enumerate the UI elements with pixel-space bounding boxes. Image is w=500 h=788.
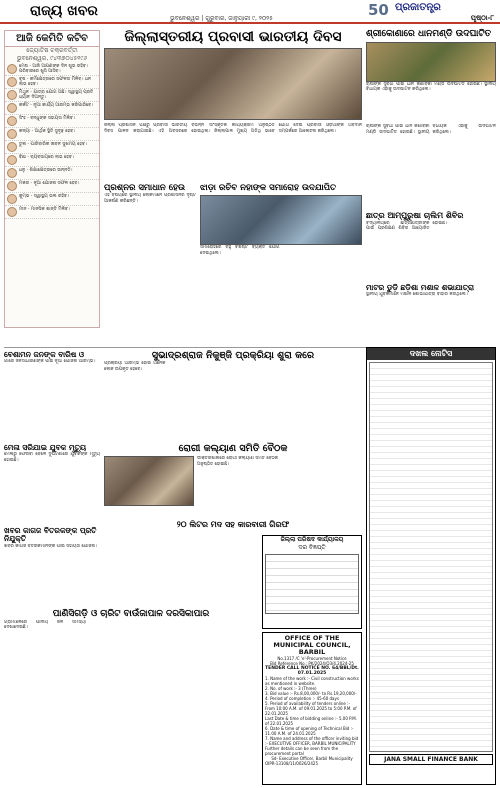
notice-item: 3. Bid value :- Rs.8,00,000/- to Rs.19,20,000/- [265, 691, 357, 696]
mid1-headline: ପ୍ରଶ୍ନର ସମାଧାନ ହେଉ [104, 183, 186, 193]
sign-text: କନ୍ୟା - ଆର୍ଥିକ ସ୍ଥିତି ସୁଦୃଢ଼ ହେବ। [19, 129, 76, 134]
lead-story [104, 30, 362, 180]
right-low-text: ସ୍ଥାନୀୟ ଯୁବକମାନେ ମଶାଳ ଶୋଭାଯାତ୍ରା ବାହାର କରିଥିଲେ। [366, 292, 468, 298]
horoscope-contact: ଭୁବନେଶ୍ୱର, ୯୪୩୭୦୪୫୧୯୬ [16, 55, 88, 62]
notice-table [265, 554, 359, 614]
sign-text: ବିଛା - ବ୍ୟବସାୟରେ ଲାଭ ହେବ। [19, 155, 74, 160]
story-s1 [4, 351, 100, 441]
right-top-photo [366, 42, 496, 82]
s5-text: ଡାକ୍ତରଖାନାରେ ରୋଗୀ କଲ୍ୟାଣ ସମିତି ବୈଠକ ଅନୁଷ୍ଠିତ ହୋଇଛି। [197, 456, 278, 467]
anniversary-logo: 50 [368, 1, 389, 19]
zodiac-icon [7, 103, 17, 113]
horoscope-author: ଜ୍ୟୋତିଷ ଚକ୍ରବର୍ତ୍ତୀ [26, 47, 78, 54]
sign-text: ମେଷ - ଆଜି ଆପଣଙ୍କ ଦିନ ଶୁଭ ରହିବ। ପରିବାରରେ ଖୁସି ଆସିବ। [19, 64, 89, 74]
horoscope-sign [5, 180, 99, 193]
s3-text: ଖବର କାଗଜ ବିତରକମାନଙ୍କ ପାଇଁ ସହାୟତା ଯୋଜନା। [4, 543, 98, 549]
municipal-tender-notice [262, 632, 362, 785]
right-top-text-cont: ଚାଷୀଙ୍କ ସୁବିଧା ପାଇଁ ଧାନ କିଣାବିକା ମଣ୍ଡି ଉଦଘାଟିତ ହୋଇଛି। ସ୍ଥାନୀୟ ବିଧାୟକ ଏହାକୁ ଉଦଘାଟନ କରିଥିଲେ। [366, 124, 496, 135]
sign-text: ମିଥୁନ - ଯାତ୍ରା ଯୋଗ ଅଛି। ସ୍ୱାସ୍ଥ୍ୟ ପ୍ରତି ଧ୍ୟାନ ଦିଅନ୍ତୁ। [19, 90, 94, 100]
sign-text: ସିଂହ - ବନ୍ଧୁଙ୍କ ସହାୟତା ମିଳିବ। [19, 116, 75, 121]
s6-text: ଗ୍ରାମାଞ୍ଚଳରେ ପାନୀୟ ଜଳ ସମସ୍ୟା ଦେଖାଦେଇଛି। [4, 619, 86, 631]
municipal-office: OFFICE OF THE MUNICIPAL COUNCIL, BARBIL [273, 634, 351, 656]
horoscope-sign [5, 115, 99, 128]
lead-text: ଜିଲ୍ଲା ପ୍ରଶାସନ ପକ୍ଷରୁ ପ୍ରବାସୀ ଭାରତୀୟ ଦିବସ ପାଳନ କରାଯାଇଛି। ଏହି ଅବସରରେ ବିଭିନ୍ନ ସାଂସ୍କୃତିକ କାର୍ଯ୍ୟକ୍ରମ ଅନୁଷ୍ଠିତ ହୋଇଥିଲା। ଜିଲ୍ଲାପାଳ ମୁଖ୍ୟ ଅତିଥି ଭାବେ ଯୋଗ ଦେଇ ପ୍ରବାସୀ ଓଡ଼ିଆଙ୍କ ଅବଦାନ ସମ୍ପର୍କରେ ଆଲୋଚନା କରିଥିଲେ। [104, 123, 362, 134]
story-s7 [104, 521, 362, 533]
sign-text: ମୀନ - ମାନସିକ ଶାନ୍ତି ମିଳିବ। [19, 207, 70, 212]
possession-table [369, 362, 493, 752]
right-top-text: ଚାଷୀଙ୍କ ସୁବିଧା ପାଇଁ ଧାନ କିଣାବିକା ମଣ୍ଡି ଉଦଘାଟିତ ହୋଇଛି। ସ୍ଥାନୀୟ ବିଧାୟକ ଏହାକୁ ଉଦଘାଟନ କରିଥିଲେ। [366, 81, 496, 93]
lead-photo [104, 48, 362, 120]
horoscope-sign [5, 167, 99, 180]
dateline: ଭୁବନେଶ୍ୱର | ଗୁରୁବାର, ଜାନୁୟାରୀ ୯, ୨୦୨୫ [170, 15, 273, 22]
lead-headline: ଜିଲ୍ଲାସ୍ତରୀୟ ପ୍ରବାସୀ ଭାରତୀୟ ଦିବସ [124, 29, 342, 45]
mid2-photo [200, 195, 362, 245]
story-right-low [366, 284, 496, 344]
notice-line1: No.1317 /C 'e'-Procurement Notice [277, 656, 347, 661]
s7-headline: ୨୦ ଲିଟର ମଦ ସହ କାରବାରୀ ଗିରଫ [176, 520, 290, 529]
oriya-notice-sub: ଦର ବିଜ୍ଞପ୍ତି [298, 544, 326, 551]
horoscope-sign [5, 206, 99, 219]
s2-text: ମେଳାରୁ ଫେରିବା ବେଳେ ଦୁର୍ଘଟଣାରେ ଯୁବକଙ୍କ ମୃତ୍ୟୁ ହୋଇଛି। [4, 452, 100, 463]
oriya-tender-notice [262, 535, 362, 629]
right-mid-text: ବିଦ୍ୟାଳୟରେ ଛାତ୍ରଛାତ୍ରୀଙ୍କ ପାଇଁ ପ୍ରଶିକ୍ଷଣ ଶିବିର ଆୟୋଜିତ ହୋଇଛି। [366, 220, 448, 232]
zodiac-icon [7, 207, 17, 217]
story-s2 [4, 444, 100, 524]
possession-title: ଦଖଲ ନୋଟିସ [367, 348, 495, 360]
notice-line2: Bid Reference No.: PK/2024/Q3/4.2024-25 [270, 661, 354, 666]
oriya-notice-title: ଜିଲ୍ଲା ପରିଷଦ କାର୍ଯ୍ୟାଳୟ [280, 536, 344, 543]
sign-text: ତୁଳା - ପାରିବାରିକ ଜୀବନ ସୁଖମୟ ହେବ। [19, 142, 88, 147]
sign-text: କୁମ୍ଭ - ସ୍ୱାସ୍ଥ୍ୟ ଭଲ ରହିବ। [19, 194, 70, 199]
sign-text: କର୍କଟ - ନୂଆ କାର୍ଯ୍ୟ ଆରମ୍ଭ କରିପାରିବେ। [19, 103, 94, 108]
notice-item: 5. Period of availability of tenders online :- From 10:00 A.M. of 09.01.2025 to 5:00 P.M. of 22.01.2025 [265, 701, 357, 716]
right-top-headline: ଶ୍ରୀକୋଣାରେ ଧାନମଣ୍ଡି ଉଦଘାଟିତ [366, 29, 492, 39]
sign-text: ଧନୁ - ଶିକ୍ଷାକ୍ଷେତ୍ରରେ ଉନ୍ନତି। [19, 168, 73, 173]
horoscope-sign [5, 89, 99, 102]
horoscope-box [4, 30, 100, 328]
horoscope-sign [5, 128, 99, 141]
s6-headline: ପାଣିସିଗଡ଼ି ଓ ଚାରିଟ ବାଉଁଜାପାଳ ଦରସିକାପାର [52, 609, 210, 619]
notice-item: 2. No. of work :- 3 (Three) [265, 686, 317, 691]
zodiac-icon [7, 116, 17, 126]
s4-headline: ସୁଭାଦ୍ରଶ୍ରାଜ ନିକୁଞ୍ଜି ପ୍ରକ୍ରିୟା ଶୁରା କରେ [151, 350, 315, 361]
sign-text: ବୃଷ - କର୍ମକ୍ଷେତ୍ରରେ ସଫଳତା ମିଳିବ। ଧନ ଲାଭ ହେବ। [19, 77, 91, 87]
horoscope-title: ଆଜି କେମିତି କଟିବ [5, 31, 99, 47]
mid1-text: ଏହି ବିଷୟରେ ସ୍ଥାନୀୟ ଲୋକମାନେ ପ୍ରଶାସନର ଦୃଷ୍ଟି ଆକର୍ଷଣ କରିଛନ୍ତି। [104, 193, 196, 204]
story-s5 [104, 444, 362, 519]
right-mid-headline: ଛାତ୍ର ଆମ୍ପୁରୁଷା ଚାଲିମ ଶିବିର [366, 211, 464, 220]
horoscope-sign [5, 63, 99, 76]
notice-item: Last Date & time of bidding online :- 5.00 P.M. of 22.01.2025 [265, 716, 357, 726]
notice-code: OIPR-13108/11/0026/2425 [265, 761, 319, 766]
zodiac-icon [7, 64, 17, 74]
s1-headline: ବେଶାମନ ଜନଙ୍କ ବାରିଷ ଓ [4, 350, 85, 359]
section-title: ରାଜ୍ୟ ଖବର [30, 3, 98, 19]
story-right-mid [366, 212, 496, 282]
bank-name: JANA SMALL FINANCE BANK [369, 754, 493, 765]
story-s3 [4, 527, 100, 607]
story-s4 [104, 351, 362, 441]
story-s6 [4, 610, 258, 788]
story-mid2 [200, 184, 362, 344]
horoscope-sign [5, 102, 99, 115]
possession-notice [366, 347, 496, 785]
notice-item: 4. Period of completion :- 45-60 days [265, 696, 339, 701]
zodiac-icon [7, 90, 17, 100]
page-header [0, 0, 500, 24]
notice-item: 1. Name of the work :- Civil construction works as mentioned in website. [265, 676, 359, 686]
zodiac-icon [7, 194, 17, 204]
s5-headline: ରୋଗୀ କଲ୍ୟାଣ ସମିତି ବୈଠକ [178, 443, 288, 454]
notice-signature: Sd- Executive Officer, Barbil Municipality [271, 756, 353, 761]
zodiac-icon [7, 168, 17, 178]
zodiac-icon [7, 181, 17, 191]
horoscope-sign [5, 154, 99, 167]
zodiac-icon [7, 155, 17, 165]
sign-text: ମକର - ନୂଆ ଯୋଜନା ସଫଳ ହେବ। [19, 181, 80, 186]
notice-item: 7. Name and address of the officer inviting bid :- EXECUTIVE OFFICER, BARBIL MUNICIPALITY [265, 736, 359, 746]
story-right-top [366, 30, 496, 120]
notice-line3: TENDER CALL NOTICE NO. 64/BBL/Dt. 07.01.2025 [265, 666, 359, 676]
story-right-mid-a [366, 124, 496, 209]
mid2-text: ସମାରୋହରେ ବହୁ ବିଶିଷ୍ଟ ବ୍ୟକ୍ତି ଯୋଗ ଦେଇଥିଲେ। [200, 245, 280, 256]
right-low-headline: ମାଟର ଡୁଡ଼ି ଛଡ଼ିଶା ମଶାଳ ଶଭାଯାତ୍ରା [366, 283, 474, 292]
s3-headline: ଖବର କାଗଜ ବିତରକଙ୍କ ପ୍ରତି ନିଯୁକ୍ତି [4, 526, 97, 544]
story-mid1 [104, 184, 196, 344]
horoscope-sign [5, 76, 99, 89]
zodiac-icon [7, 142, 17, 152]
s1-text: ଗାଁରେ ଜନସାଧାରଣଙ୍କ ପାଇଁ ନୂଆ ଯୋଜନା ଆରମ୍ଭ। [4, 359, 96, 365]
s5-photo [104, 456, 194, 506]
notice-footer: Further details can be seen from the procurement portal [265, 746, 339, 756]
masthead-logo: ପ୍ରଜାତନ୍ତ୍ର [395, 2, 441, 13]
s4-text: ପ୍ରକ୍ରିୟା ଆରମ୍ଭ ହୋଇ ଅନେକ ଲୋକ ଉପକୃତ ହେବେ। [104, 361, 166, 372]
page-number: ପୃଷ୍ଠା-୮ [470, 14, 494, 22]
mid2-headline: ଝାଡ଼ା ରଚିବ ନହାଙ୍କ ସମାରୋହ ଉଦଯାପିତ [200, 183, 337, 193]
horoscope-sign [5, 141, 99, 154]
zodiac-icon [7, 129, 17, 139]
zodiac-icon [7, 77, 17, 87]
horoscope-sign [5, 193, 99, 206]
s2-headline: ମେଳା ସରିଯାଇ ଯୁବକ ମୃତ୍ୟୁ [4, 443, 87, 452]
notice-item: 6. Date & time of opening of Technical Bid :- 11.00 A.M. of 24.01.2025 [265, 726, 354, 736]
